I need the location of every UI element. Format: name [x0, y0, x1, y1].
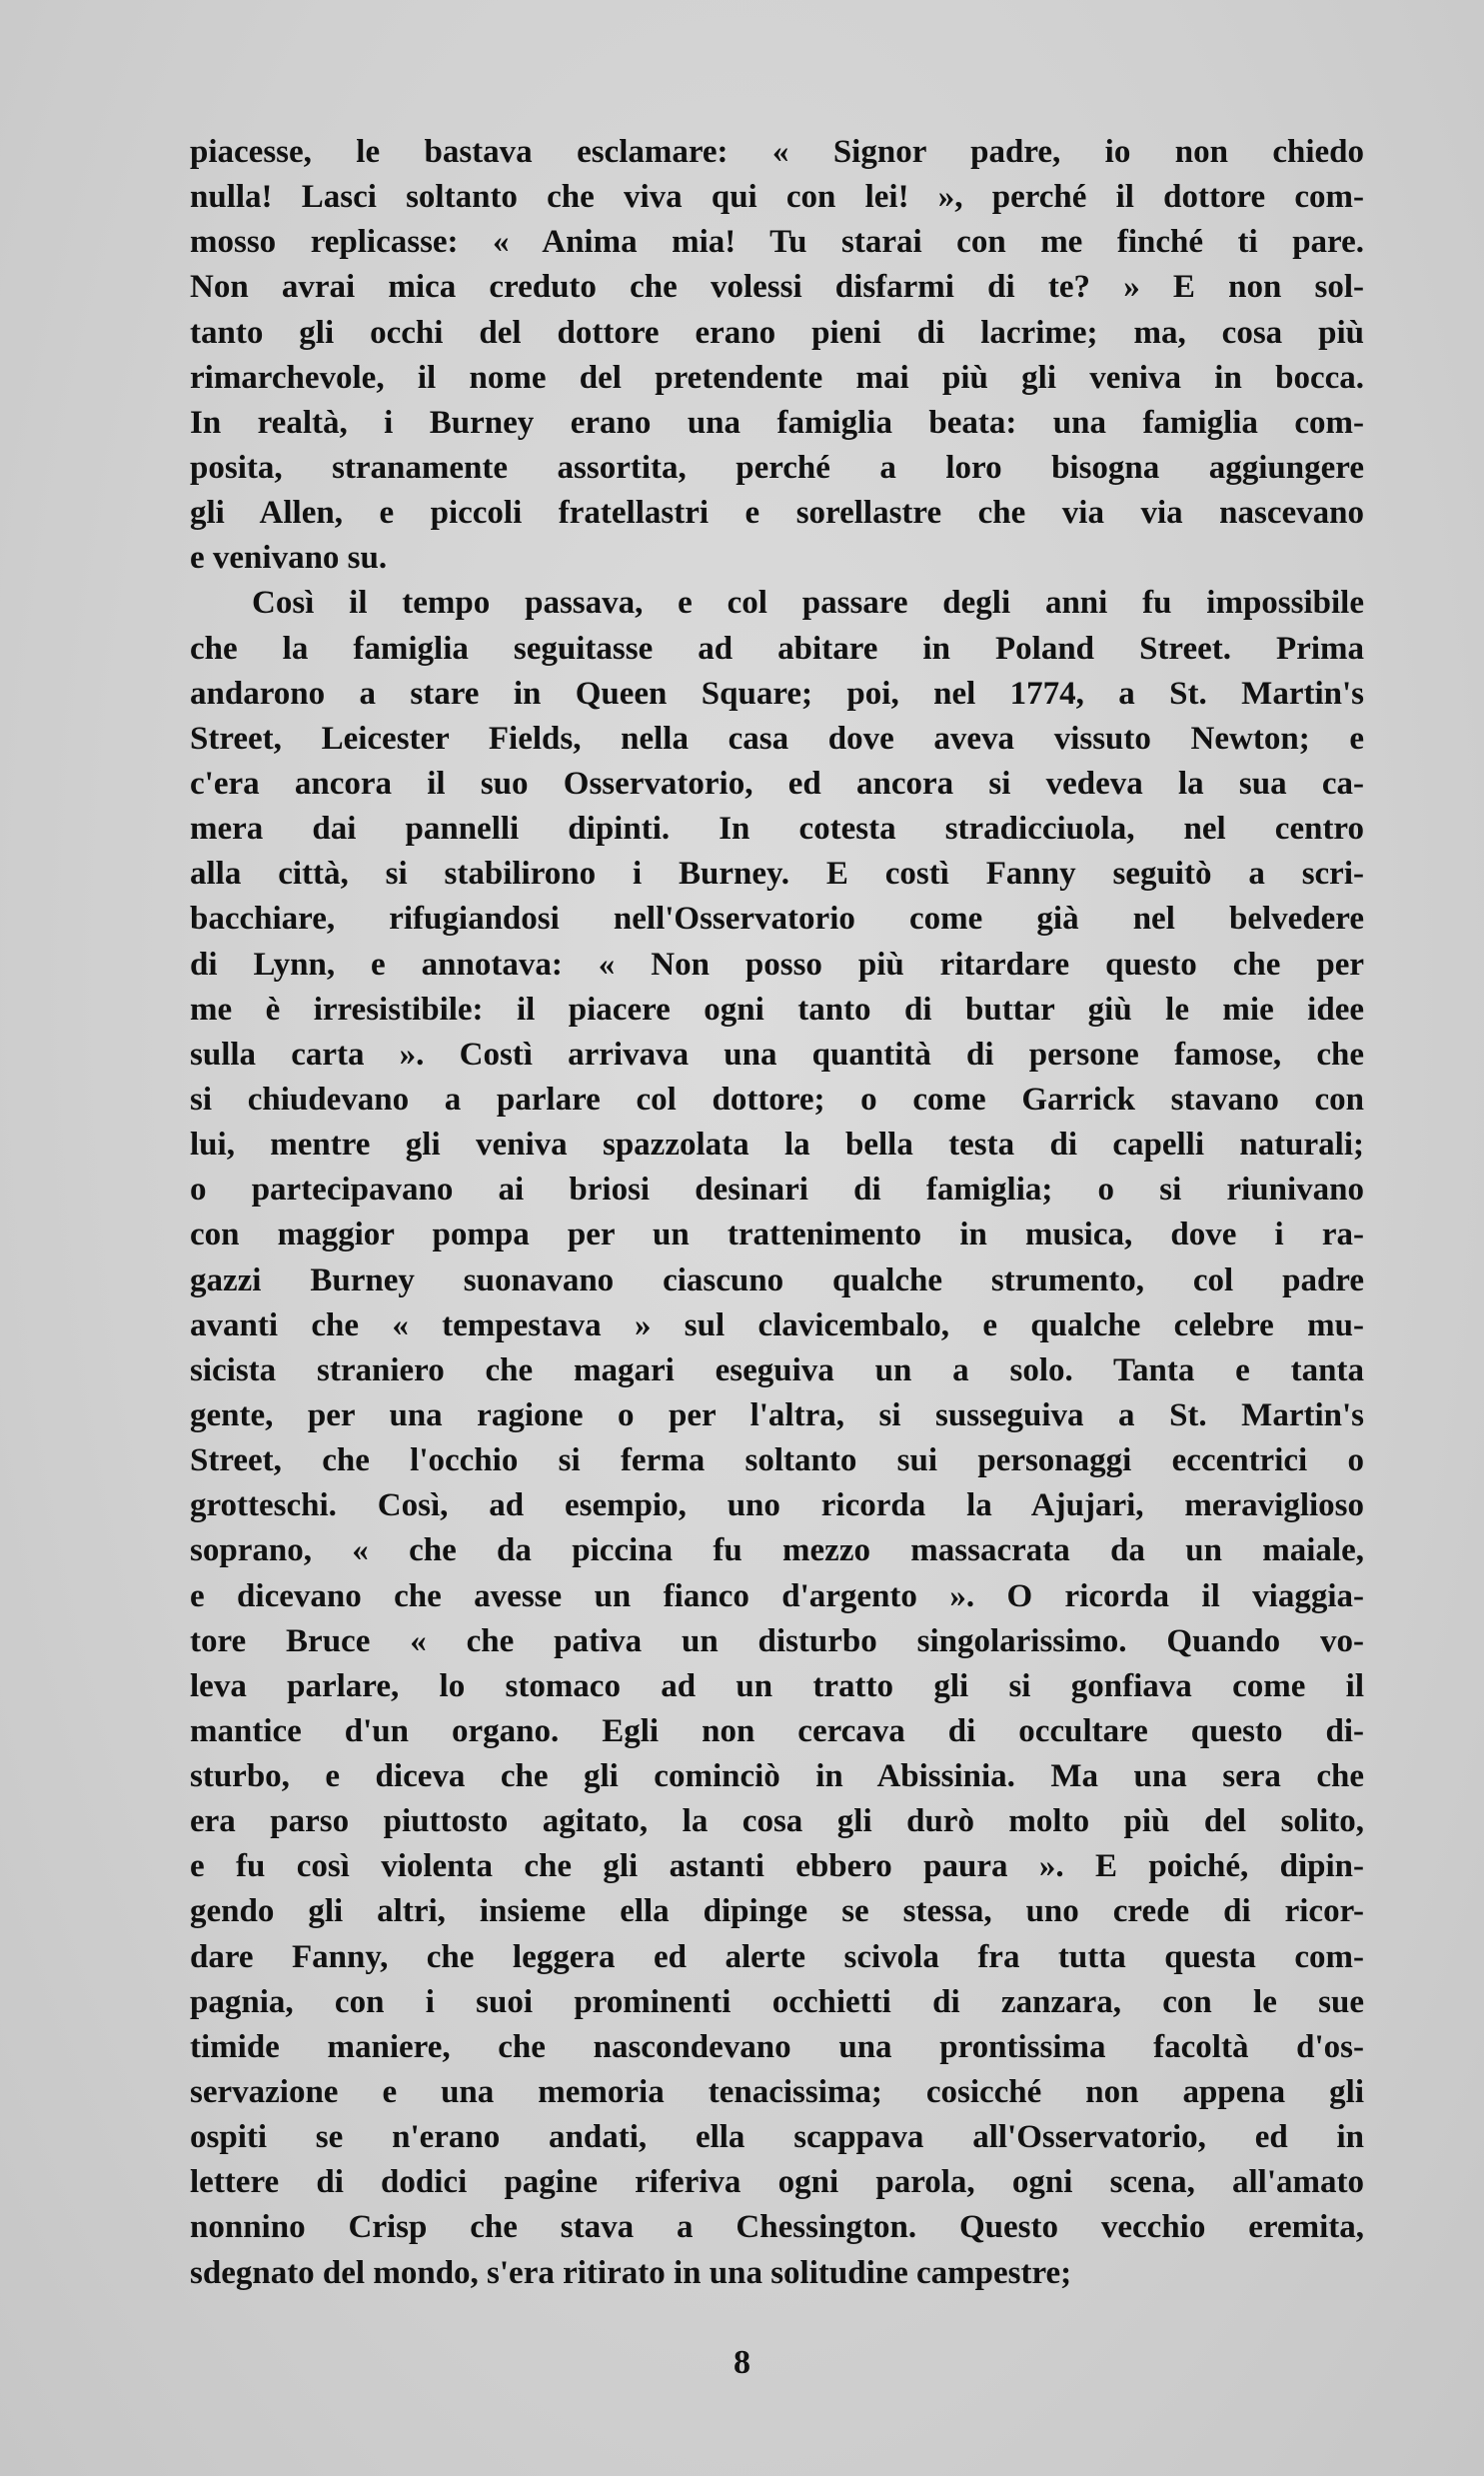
text-line: bacchiare, rifugiandosi nell'Osservatorio come già nel belvedere	[190, 901, 1364, 938]
paragraph	[190, 130, 1364, 581]
text-line: lettere di dodici pagine riferiva ogni parola, ogni scena, all'amato	[190, 2164, 1364, 2201]
text-line: sulla carta ». Costì arrivava una quantità di persone famose, che	[190, 1036, 1364, 1073]
text-line: Street, che l'occhio si ferma soltanto sui personaggi eccentrici o	[190, 1442, 1364, 1479]
text-line: e fu così violenta che gli astanti ebbero paura ». E poiché, dipin-	[190, 1848, 1364, 1885]
text-line: c'era ancora il suo Osservatorio, ed ancora si vedeva la sua ca-	[190, 765, 1364, 802]
text-line: gazzi Burney suonavano ciascuno qualche strumento, col padre	[190, 1261, 1364, 1298]
text-line: alla città, si stabilirono i Burney. E costì Fanny seguitò a scri-	[190, 856, 1364, 893]
text-line: piacesse, le bastava esclamare: « Signor padre, io non chiedo	[190, 134, 1364, 170]
text-line: andarono a stare in Queen Square; poi, nel 1774, a St. Martin's	[190, 675, 1364, 712]
text-line: di Lynn, e annotava: « Non posso più ritardare questo che per	[190, 946, 1364, 983]
text-line: tanto gli occhi del dottore erano pieni di lacrime; ma, cosa più	[190, 314, 1364, 351]
text-line: timide maniere, che nascondevano una prontissima facoltà d'os-	[190, 2028, 1364, 2065]
paragraph	[190, 581, 1364, 2295]
text-line: pagnia, con i suoi prominenti occhietti di zanzara, con le sue	[190, 1983, 1364, 2020]
text-line: mosso replicasse: « Anima mia! Tu starai con me finché ti pare.	[190, 224, 1364, 261]
text-line: e dicevano che avesse un fianco d'argento ». O ricorda il viaggia-	[190, 1577, 1364, 1614]
text-line: grotteschi. Così, ad esempio, uno ricorda la Ajujari, meraviglioso	[190, 1487, 1364, 1524]
text-line: soprano, « che da piccina fu mezzo massacrata da un maiale,	[190, 1532, 1364, 1569]
text-line: Non avrai mica creduto che volessi disfarmi di te? » E non sol-	[190, 269, 1364, 306]
text-line: sdegnato del mondo, s'era ritirato in una solitudine campestre;	[190, 2254, 1072, 2291]
text-line: avanti che « tempestava » sul clavicembalo, e qualche celebre mu-	[190, 1306, 1364, 1343]
text-line: sicista straniero che magari eseguiva un a solo. Tanta e tanta	[190, 1351, 1364, 1388]
text-line: e venivano su.	[190, 540, 388, 577]
body-text	[190, 130, 1364, 2296]
text-line: mantice d'un organo. Egli non cercava di occultare questo di-	[190, 1712, 1364, 1749]
text-line: nonnino Crisp che stava a Chessington. Questo vecchio eremita,	[190, 2209, 1364, 2246]
text-line: nulla! Lasci soltanto che viva qui con lei! », perché il dottore com-	[190, 179, 1364, 216]
text-line: leva parlare, lo stomaco ad un tratto gli si gonfiava come il	[190, 1667, 1364, 1704]
text-line: gente, per una ragione o per l'altra, si susseguiva a St. Martin's	[190, 1396, 1364, 1433]
text-line: si chiudevano a parlare col dottore; o come Garrick stavano con	[190, 1081, 1364, 1118]
text-line: gli Allen, e piccoli fratellastri e sorellastre che via via nascevano	[190, 495, 1364, 532]
text-line: Street, Leicester Fields, nella casa dove aveva vissuto Newton; e	[190, 720, 1364, 757]
text-line: o partecipavano ai briosi desinari di famiglia; o si riunivano	[190, 1172, 1364, 1209]
text-line: servazione e una memoria tenacissima; cosicché non appena gli	[190, 2074, 1364, 2111]
text-line: posita, stranamente assortita, perché a loro bisogna aggiungere	[190, 449, 1364, 486]
text-line: che la famiglia seguitasse ad abitare in Poland Street. Prima	[190, 630, 1364, 667]
text-line: ospiti se n'erano andati, ella scappava all'Osservatorio, ed in	[190, 2119, 1364, 2156]
text-line: tore Bruce « che pativa un disturbo singolarissimo. Quando vo-	[190, 1622, 1364, 1659]
text-line: me è irresistibile: il piacere ogni tanto di buttar giù le mie idee	[190, 991, 1364, 1028]
text-line: dare Fanny, che leggera ed alerte scivola fra tutta questa com-	[190, 1938, 1364, 1975]
page-number: 8	[734, 2344, 750, 2381]
text-line: lui, mentre gli veniva spazzolata la bella testa di capelli naturali;	[190, 1127, 1364, 1164]
text-line: sturbo, e diceva che gli cominciò in Abissinia. Ma una sera che	[190, 1758, 1364, 1795]
text-line: con maggior pompa per un trattenimento in musica, dove i ra-	[190, 1217, 1364, 1253]
text-line: gendo gli altri, insieme ella dipinge se stessa, uno crede di ricor-	[190, 1893, 1364, 1930]
text-line: Così il tempo passava, e col passare degli anni fu impossibile	[252, 585, 1364, 622]
text-line: rimarchevole, il nome del pretendente mai più gli veniva in bocca.	[190, 359, 1364, 396]
text-line: mera dai pannelli dipinti. In cotesta stradicciuola, nel centro	[190, 811, 1364, 848]
text-line: era parso piuttosto agitato, la cosa gli durò molto più del solito,	[190, 1803, 1364, 1840]
text-line: In realtà, i Burney erano una famiglia beata: una famiglia com-	[190, 404, 1364, 441]
